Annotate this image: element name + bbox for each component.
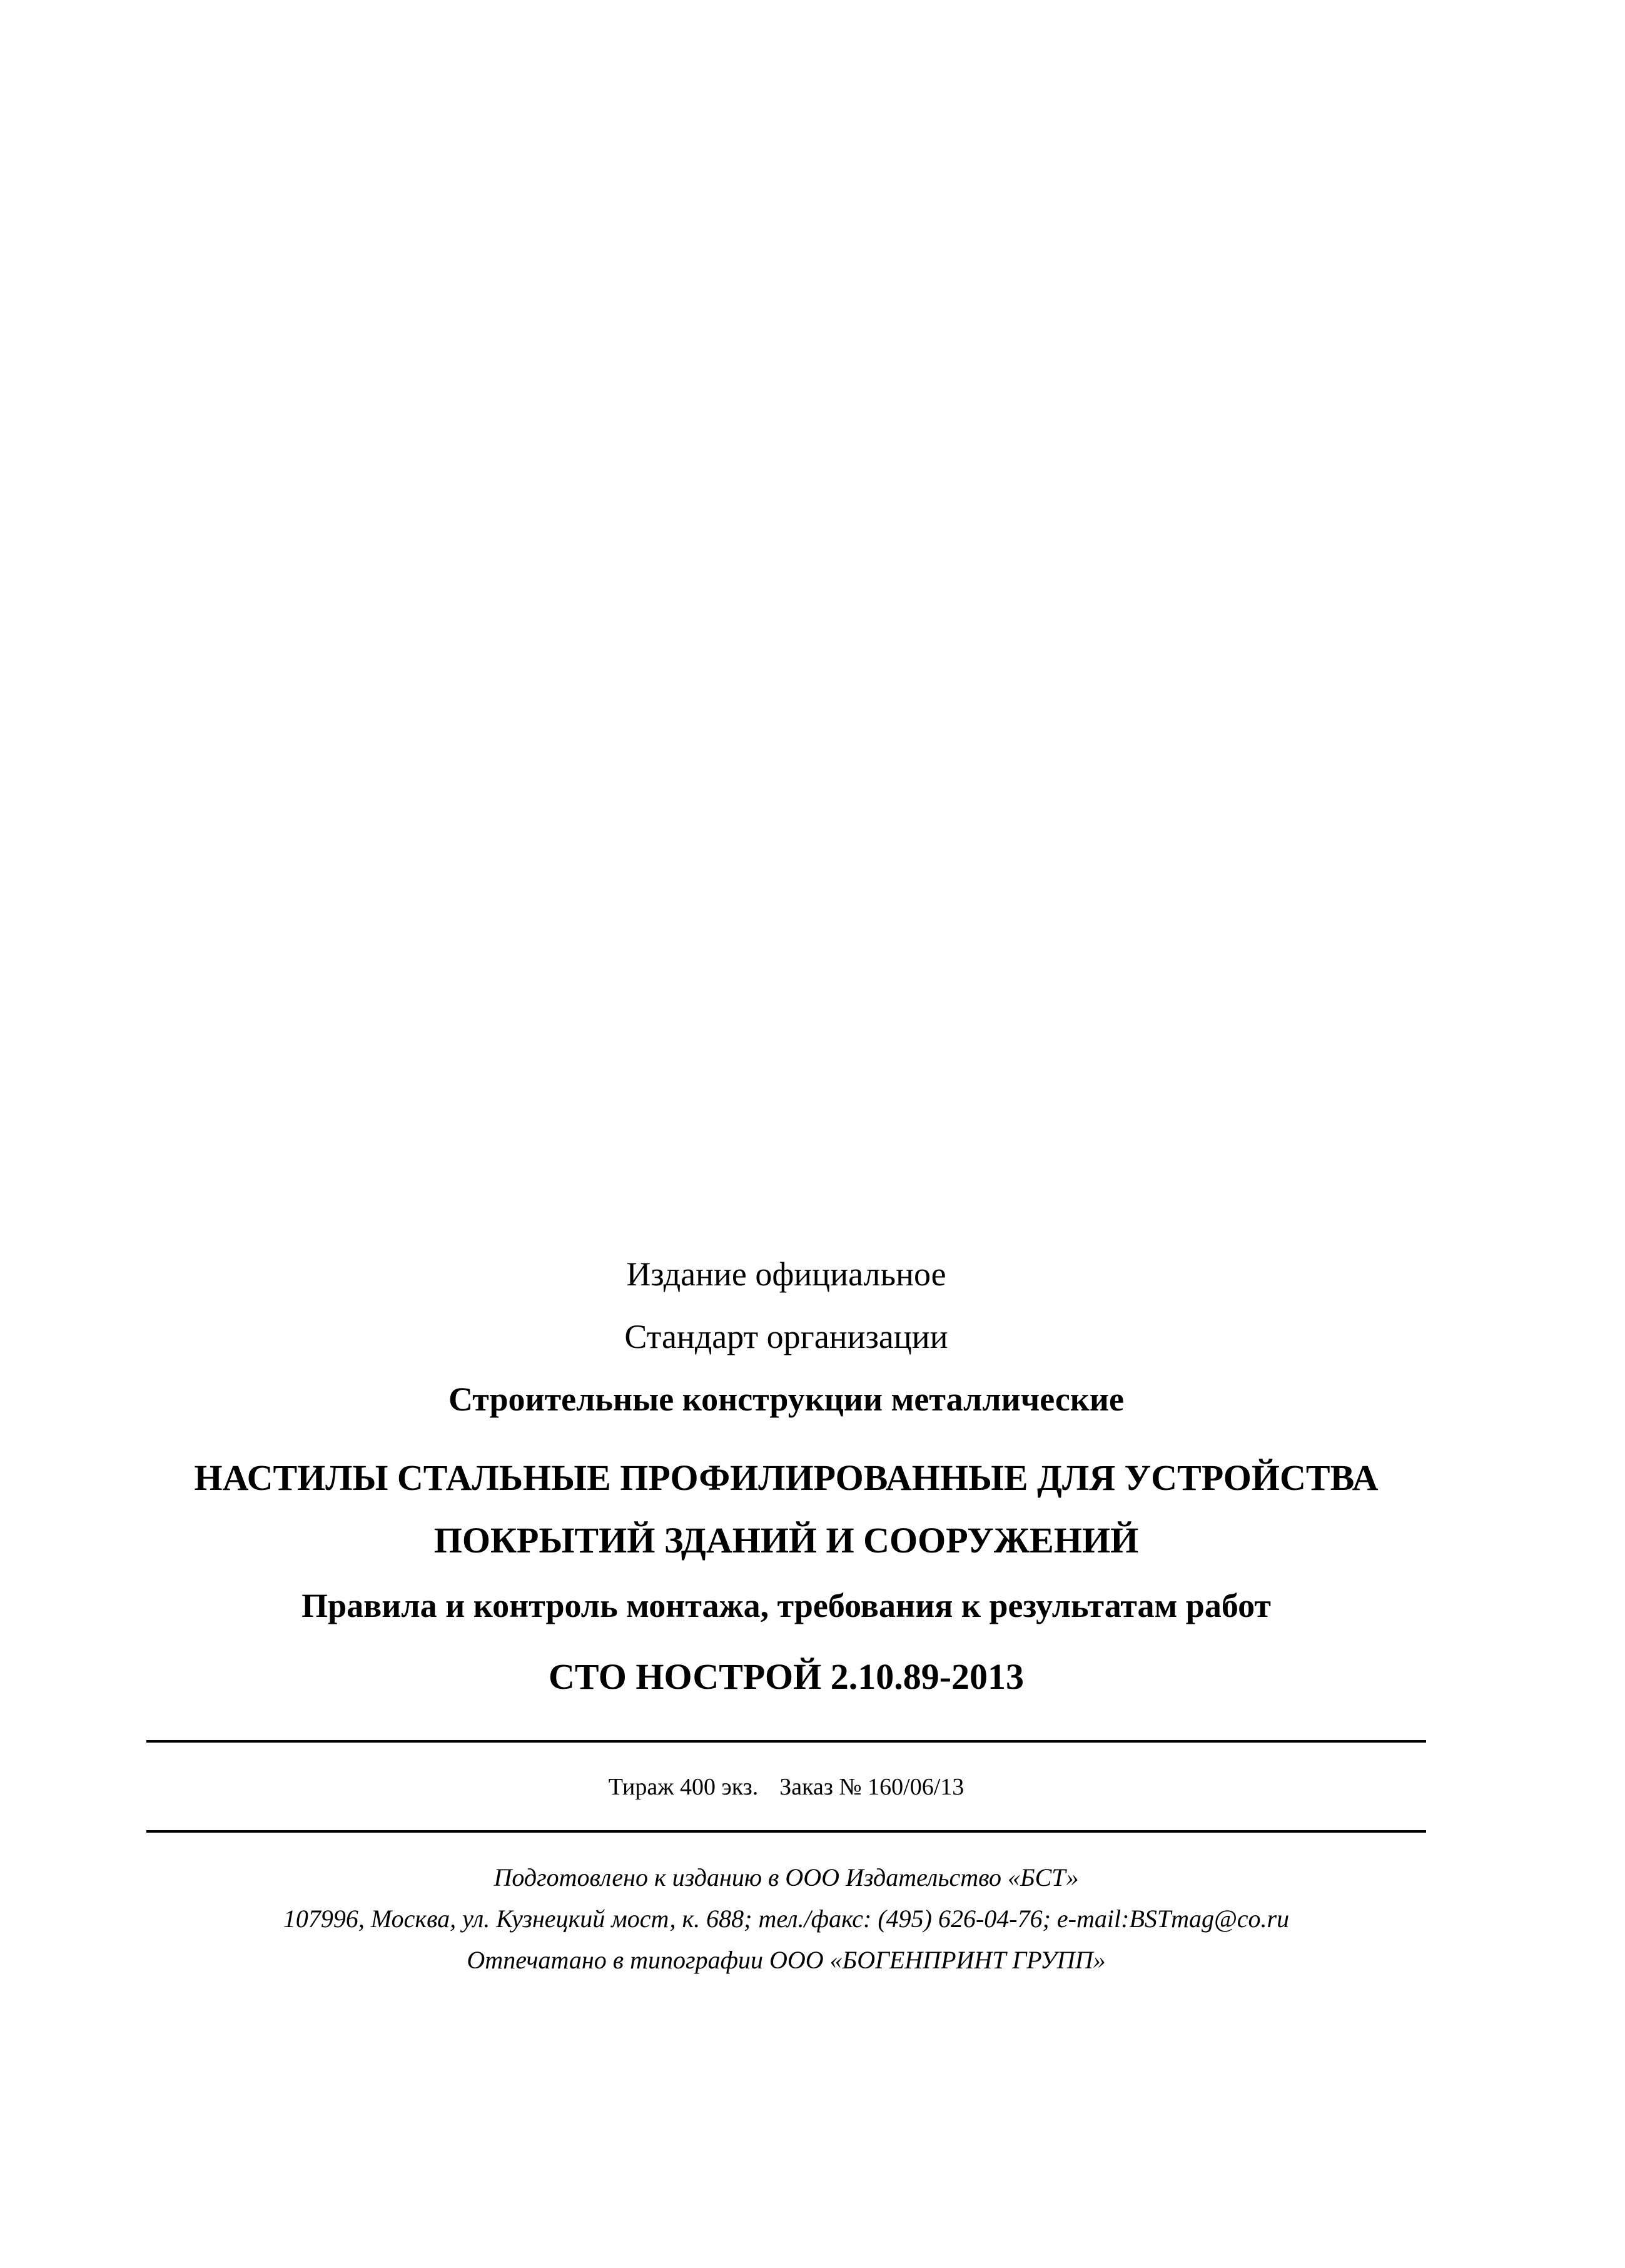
standard-subtitle: Правила и контроль монтажа, требования к результатам работ xyxy=(301,1587,1271,1624)
print-run-info xyxy=(146,1775,1426,1799)
standard-subject: Строительные конструкции металлические xyxy=(448,1380,1124,1418)
printed-by-text: Отпечатано в типографии ООО «БОГЕНПРИНТ ГРУПП» xyxy=(467,1946,1106,1974)
divider-top xyxy=(146,1740,1426,1743)
standard-designation: СТО НОСТРОЙ 2.10.89-2013 xyxy=(548,1656,1025,1697)
edition-label: Издание официальное xyxy=(626,1255,946,1293)
circulation-text: Тираж 400 экз. xyxy=(608,1774,759,1800)
prepared-by-text: Подготовлено к изданию в ООО Издательство «БСТ» xyxy=(494,1863,1079,1891)
standard-title-line-1: НАСТИЛЫ СТАЛЬНЫЕ ПРОФИЛИРОВАННЫЕ ДЛЯ УСТРОЙСТВА xyxy=(194,1457,1379,1498)
standard-title-line-2: ПОКРЫТИЙ ЗДАНИЙ И СООРУЖЕНИЙ xyxy=(433,1520,1139,1561)
standard-type-label: Стандарт организации xyxy=(624,1318,948,1355)
divider-bottom xyxy=(146,1830,1426,1833)
publisher-address-text: 107996, Москва, ул. Кузнецкий мост, к. 688; тел./факс: (495) 626-04-76; e-mail:BSTmag@co.ru xyxy=(283,1905,1290,1933)
order-number-text: Заказ № 160/06/13 xyxy=(779,1774,964,1800)
